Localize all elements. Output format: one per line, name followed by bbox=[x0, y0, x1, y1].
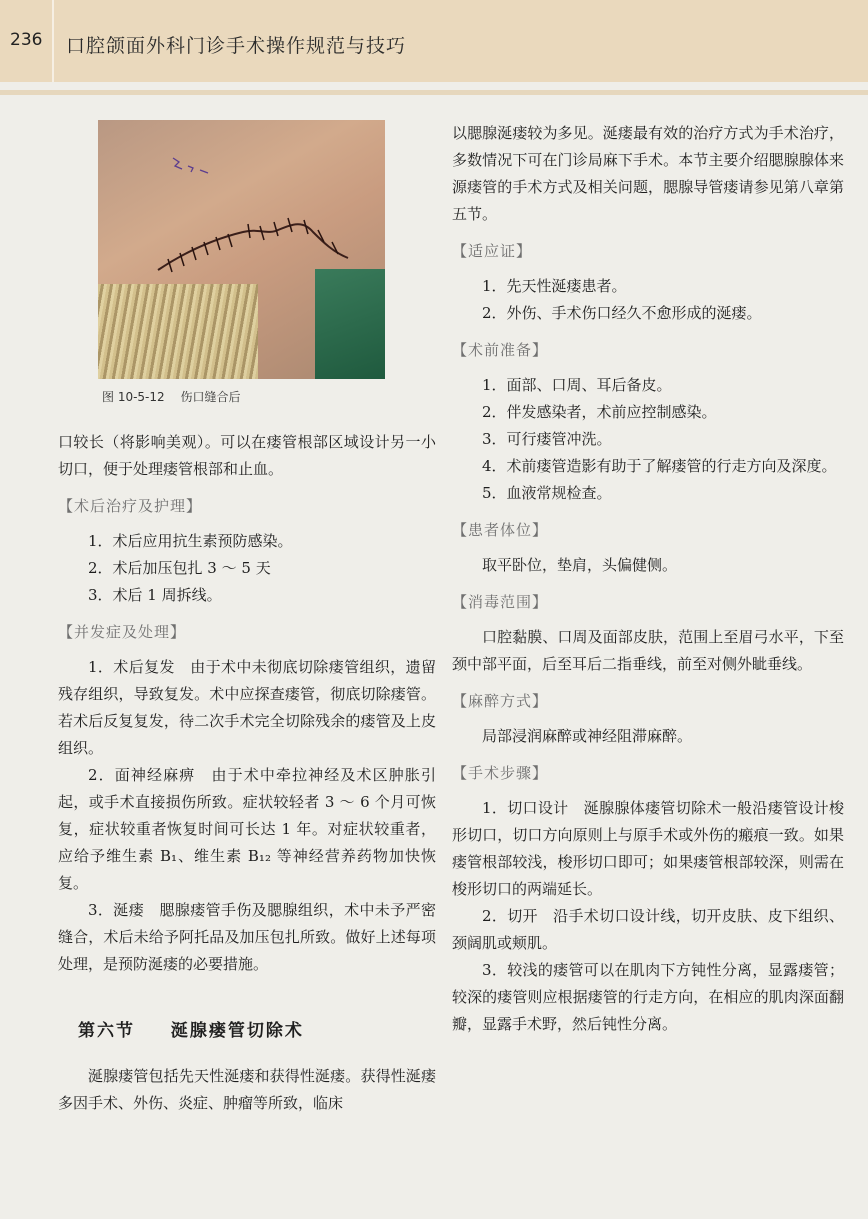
book-title: 口腔颌面外科门诊手术操作规范与技巧 bbox=[66, 35, 407, 57]
list-item: 3．术后 1 周拆线。 bbox=[88, 586, 222, 604]
section-name: 涎腺瘘管切除术 bbox=[170, 1021, 304, 1041]
list-item: 1．先天性涎瘘患者。 bbox=[482, 277, 627, 295]
wound-suture-photo bbox=[98, 120, 385, 379]
list-item: 2．外伤、手术伤口经久不愈形成的涎瘘。 bbox=[482, 304, 762, 322]
anesthesia-text: 局部浸润麻醉或神经阻滞麻醉。 bbox=[482, 727, 693, 745]
header-divider bbox=[52, 0, 54, 82]
section-heading-steps: 【手术步骤】 bbox=[452, 764, 549, 782]
suture-line-drawing bbox=[98, 120, 385, 379]
position-text: 取平卧位，垫肩，头偏健侧。 bbox=[482, 556, 678, 574]
section-heading-complications: 【并发症及处理】 bbox=[58, 623, 187, 641]
page-number: 236 bbox=[10, 30, 43, 50]
figure-label: 图 10-5-12 bbox=[102, 390, 165, 404]
page-header bbox=[0, 0, 868, 82]
section-number: 第六节 bbox=[78, 1021, 135, 1041]
intro-paragraph: 口较长（将影响美观）。可以在瘘管根部区域设计另一小切口，便于处理瘘管根部和止血。 bbox=[58, 433, 436, 478]
section-heading-position: 【患者体位】 bbox=[452, 521, 549, 539]
list-item: 1．术后应用抗生素预防感染。 bbox=[88, 532, 293, 550]
list-item: 4．术前瘘管造影有助于了解瘘管的行走方向及深度。 bbox=[482, 457, 837, 475]
section-intro-paragraph: 涎腺瘘管包括先天性涎瘘和获得性涎瘘。获得性涎瘘多因手术、外伤、炎症、肿瘤等所致，临床 bbox=[58, 1067, 436, 1112]
continued-paragraph: 以腮腺涎瘘较为多见。涎瘘最有效的治疗方式为手术治疗，多数情况下可在门诊局麻下手术。本节主要介绍腮腺腺体来源瘘管的手术方式及相关问题，腮腺导管瘘请参见第八章第五节。 bbox=[452, 124, 844, 223]
list-item: 5．血液常规检查。 bbox=[482, 484, 612, 502]
section-heading-anesthesia: 【麻醉方式】 bbox=[452, 692, 549, 710]
complication-paragraph: 3．涎瘘 腮腺瘘管手伤及腮腺组织，术中未予严密缝合，术后未给予阿托品及加压包扎所致。做好上述每项处理，是预防涎瘘的必要措施。 bbox=[58, 901, 436, 973]
list-item: 1．面部、口周、耳后备皮。 bbox=[482, 376, 672, 394]
section-heading-disinfection: 【消毒范围】 bbox=[452, 593, 549, 611]
figure-caption-text: 伤口缝合后 bbox=[180, 390, 241, 404]
step-paragraph: 3．较浅的瘘管可以在肌肉下方钝性分离，显露瘘管；较深的瘘管则应根据瘘管的行走方向，在相应的肌肉深面翻瓣，显露手术野，然后钝性分离。 bbox=[452, 961, 844, 1033]
list-item: 3．可行瘘管冲洗。 bbox=[482, 430, 612, 448]
header-rule bbox=[0, 90, 868, 95]
section-title bbox=[58, 1018, 436, 1045]
step-paragraph: 1．切口设计 涎腺腺体瘘管切除术一般沿瘘管设计梭形切口，切口方向原则上与原手术或外伤的瘢痕一致。如果瘘管根部较浅，梭形切口即可；如果瘘管根部较深，则需在梭形切口的两端延长。 bbox=[452, 799, 844, 898]
complication-paragraph: 1．术后复发 由于术中未彻底切除瘘管组织，遗留残存组织，导致复发。术中应探查瘘管，彻底切除瘘管。若术后反复复发，待二次手术完全切除残余的瘘管及上皮组织。 bbox=[58, 658, 436, 757]
list-item: 2．伴发感染者，术前应控制感染。 bbox=[482, 403, 717, 421]
disinfection-text: 口腔黏膜、口周及面部皮肤，范围上至眉弓水平，下至颈中部平面，后至耳后二指垂线，前至对侧外眦垂线。 bbox=[452, 628, 844, 673]
step-paragraph: 2．切开 沿手术切口设计线，切开皮肤、皮下组织、颈阔肌或颊肌。 bbox=[452, 907, 844, 952]
section-heading-preop: 【术前准备】 bbox=[452, 341, 549, 359]
right-column bbox=[452, 120, 844, 1038]
section-heading-postop: 【术后治疗及护理】 bbox=[58, 497, 203, 515]
left-column bbox=[58, 120, 436, 1117]
list-item: 2．术后加压包扎 3 ～ 5 天 bbox=[88, 559, 271, 577]
section-heading-indications: 【适应证】 bbox=[452, 242, 533, 260]
figure-caption bbox=[102, 387, 436, 407]
complication-paragraph: 2．面神经麻痹 由于术中牵拉神经及术区肿胀引起，或手术直接损伤所致。症状较轻者 3 ～ 6 个月可恢复，症状较重者恢复时间可长达 1 年。对症状较重者，应给予维生素 B₁、维生素 B₁₂ 等神经营养药物加快恢复。 bbox=[58, 766, 436, 892]
